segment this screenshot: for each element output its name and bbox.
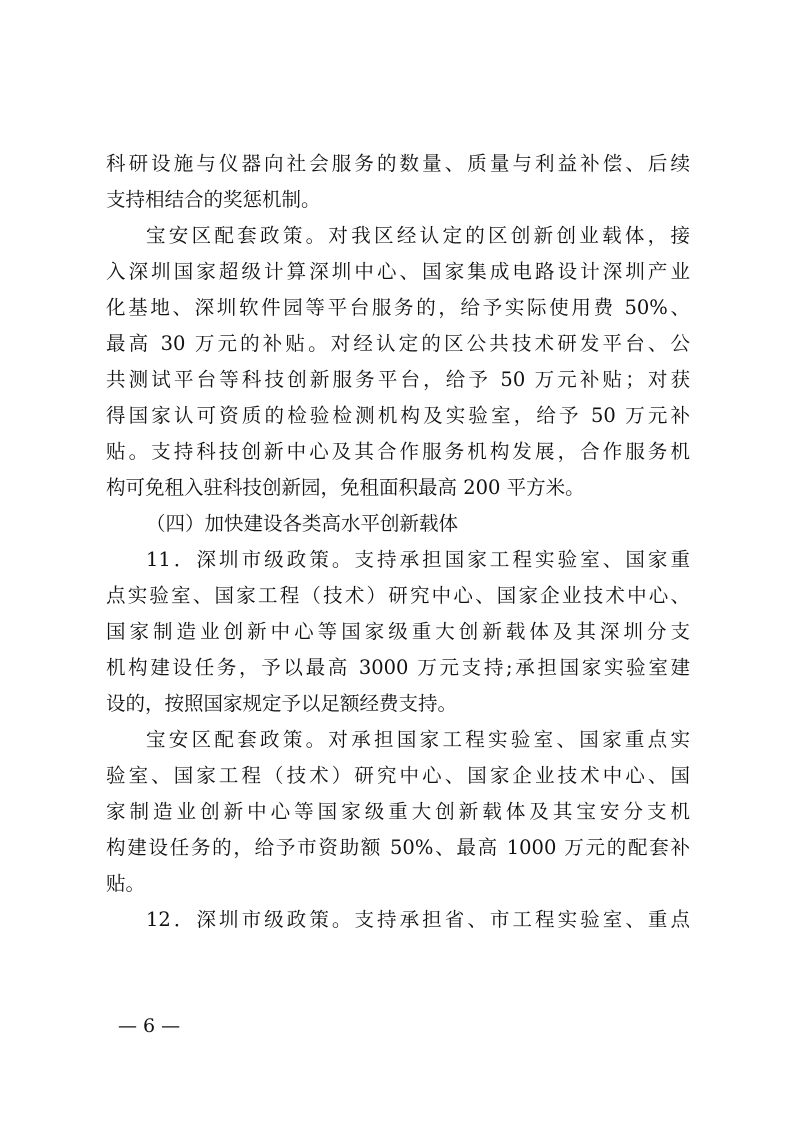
text-line: 机构建设任务，予以最高 3000 万元支持;承担国家实验室建 (106, 656, 690, 679)
text-line: 国家制造业创新中心等国家级重大创新载体及其深圳分支 (106, 620, 690, 643)
text-line: 设的，按照国家规定予以足额经费支持。 (106, 692, 458, 715)
text-line: 化基地、深圳软件园等平台服务的，给予实际使用费 50%、 (106, 296, 690, 319)
text-line: 点实验室、国家工程（技术）研究中心、国家企业技术中心、 (106, 584, 690, 607)
text-line: 12．深圳市级政策。支持承担省、市工程实验室、重点 (146, 908, 690, 931)
section-heading: （四）加快建设各类高水平创新载体 (146, 512, 459, 535)
text-line: 宝安区配套政策。对我区经认定的区创新创业载体，接 (146, 224, 690, 247)
text-line: 宝安区配套政策。对承担国家工程实验室、国家重点实 (146, 728, 690, 751)
document-body (106, 146, 690, 938)
text-line: 入深圳国家超级计算深圳中心、国家集成电路设计深圳产业 (106, 260, 690, 283)
text-line: 构可免租入驻科技创新园，免租面积最高 200 平方米。 (106, 476, 585, 499)
text-line: 家制造业创新中心等国家级重大创新载体及其宝安分支机 (106, 800, 690, 823)
text-line: 验室、国家工程（技术）研究中心、国家企业技术中心、国 (106, 764, 690, 787)
text-line: 贴。支持科技创新中心及其合作服务机构发展，合作服务机 (106, 440, 690, 463)
text-line: 支持相结合的奖惩机制。 (106, 188, 321, 211)
text-line: 贴。 (106, 872, 146, 895)
text-line: 得国家认可资质的检验检测机构及实验室，给予 50 万元补 (106, 404, 690, 427)
text-line: 构建设任务的，给予市资助额 50%、最高 1000 万元的配套补 (106, 836, 690, 859)
text-line: 共测试平台等科技创新服务平台，给予 50 万元补贴；对获 (106, 368, 690, 391)
text-line: 科研设施与仪器向社会服务的数量、质量与利益补偿、后续 (106, 152, 690, 175)
text-line: 最高 30 万元的补贴。对经认定的区公共技术研发平台、公 (106, 332, 690, 355)
text-line: 11．深圳市级政策。支持承担国家工程实验室、国家重 (146, 548, 690, 571)
page-number: — 6 — (118, 1015, 181, 1037)
